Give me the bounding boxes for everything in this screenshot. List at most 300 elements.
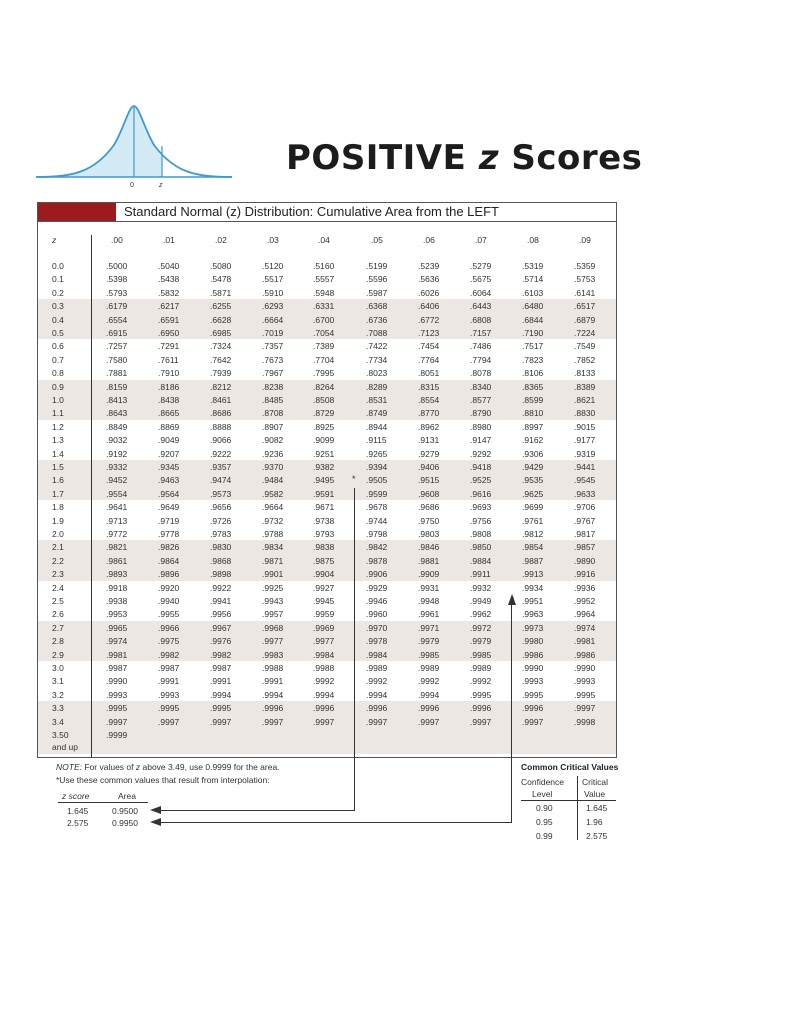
table-cell: .9997 [418, 716, 440, 727]
table-cell: .7611 [158, 354, 179, 365]
arrow-head-left-icon [150, 805, 162, 815]
table-cell: .9991 [158, 676, 180, 687]
table-cell: .9979 [470, 636, 492, 647]
table-cell: .9838 [313, 542, 335, 553]
table-cell: .9750 [418, 515, 440, 526]
table-cell: .9956 [210, 609, 232, 620]
table-cell: .5636 [418, 274, 440, 285]
table-cell: .9573 [210, 488, 232, 499]
conf-level-3: 0.99 [536, 831, 553, 841]
table-cell: .9898 [210, 569, 232, 580]
table-cell: .9147 [470, 435, 492, 446]
table-cell: .9997 [158, 716, 180, 727]
table-cell: .9993 [158, 689, 180, 700]
table-cell: .9686 [418, 502, 440, 513]
table-cell: .8461 [210, 395, 232, 405]
table-cell: .8531 [366, 395, 388, 405]
crit-value-1: 1.645 [586, 803, 608, 813]
table-cell: .9357 [210, 462, 232, 472]
z-value: 1.4 [52, 448, 64, 459]
table-cell: .5359 [574, 261, 596, 271]
table-cell: .9656 [210, 502, 232, 513]
area-header: Area [118, 791, 136, 801]
z-value: 0.0 [52, 261, 64, 271]
table-cell: .8869 [158, 421, 180, 432]
table-cell: .9938 [106, 596, 128, 606]
table-cell: .9997 [366, 716, 388, 727]
note-prefix: NOTE: [56, 762, 82, 772]
note-z: z [135, 762, 141, 772]
table-cell: .8849 [106, 421, 128, 432]
z-value-last-2: and up [52, 742, 78, 752]
table-cell: .9812 [522, 529, 544, 539]
table-cell: .9868 [210, 555, 232, 566]
table-cell: .9890 [574, 555, 596, 566]
table-cell: .9972 [470, 622, 492, 633]
table-cell: .9987 [158, 663, 180, 673]
table-cell: .6554 [106, 314, 128, 325]
table-cell: .9979 [418, 636, 440, 647]
table-cell: .9738 [313, 515, 335, 526]
table-cell: .7549 [574, 341, 596, 352]
table-cell: .9934 [522, 582, 544, 593]
table-cell: .8729 [313, 408, 335, 419]
table-cell: .9032 [106, 435, 128, 446]
table-cell: .8413 [106, 395, 128, 405]
table-cell: .9992 [418, 676, 440, 687]
table-cell: .9995 [522, 689, 544, 700]
z-value: 0.8 [52, 368, 64, 379]
z-value: 1.0 [52, 395, 64, 405]
table-cell: .9989 [366, 663, 388, 673]
table-header-bar [38, 203, 616, 222]
table-cell: .9744 [366, 515, 388, 526]
z-value: 3.3 [52, 703, 64, 714]
table-cell: .9978 [366, 636, 388, 647]
table-cell: .7291 [158, 341, 180, 352]
table-cell: .6628 [210, 314, 232, 325]
z-value: 3.2 [52, 689, 64, 700]
table-cell: .9997 [262, 716, 284, 727]
interp-area-1: 0.9500 [112, 806, 138, 816]
table-cell: .6293 [262, 301, 284, 312]
table-cell: .9971 [418, 622, 440, 633]
table-cell: .9948 [418, 596, 440, 606]
table-cell: .8051 [418, 368, 440, 379]
z-value: 2.9 [52, 649, 64, 660]
table-cell-last: .9999 [106, 730, 128, 740]
table-cell: .6591 [158, 314, 180, 325]
table-cell: .5753 [574, 274, 596, 285]
table-cell: .5793 [106, 287, 128, 298]
table-cell: .9997 [313, 716, 335, 727]
table-cell: .9554 [106, 488, 128, 499]
table-cell: .9974 [574, 622, 596, 633]
table-cell: .9893 [106, 569, 128, 580]
critical-values-rule [521, 800, 616, 801]
table-cell: .9992 [470, 676, 492, 687]
table-cell: .5871 [210, 287, 232, 298]
table-cell: .9966 [158, 622, 180, 633]
table-cell: .9162 [522, 435, 544, 446]
table-cell: .8315 [418, 381, 440, 392]
table-cell: .9985 [470, 649, 492, 660]
table-cell: .9940 [158, 596, 180, 606]
z-value: 2.5 [52, 596, 64, 606]
table-cell: .5517 [262, 274, 284, 285]
table-cell: .8925 [313, 421, 335, 432]
table-cell: .9996 [366, 703, 388, 714]
table-cell: .9941 [210, 596, 232, 606]
table-cell: .9968 [262, 622, 284, 633]
table-cell: .9946 [366, 596, 388, 606]
table-cell: .9616 [470, 488, 492, 499]
table-cell: .8810 [522, 408, 544, 419]
table-cell: .6331 [313, 301, 335, 312]
table-cell: .9988 [262, 663, 284, 673]
table-cell: .9997 [574, 703, 596, 714]
table-cell: .9817 [574, 529, 596, 539]
table-cell: .9904 [313, 569, 335, 580]
arrow-head-up-icon [507, 594, 517, 606]
table-cell: .7852 [574, 354, 596, 365]
table-cell: .5199 [366, 261, 388, 271]
table-cell: .9989 [470, 663, 492, 673]
table-cell: .7422 [366, 341, 388, 352]
table-cell: .8599 [522, 395, 544, 405]
table-cell: .7389 [313, 341, 335, 352]
table-cell: .9192 [106, 448, 128, 459]
header-accent [38, 203, 116, 221]
note-line [56, 762, 280, 772]
table-cell: .8078 [470, 368, 492, 379]
table-cell: .9991 [210, 676, 232, 687]
table-cell: .8133 [574, 368, 596, 379]
table-cell: .5675 [470, 274, 492, 285]
table-cell: .6915 [106, 328, 128, 338]
table-cell: .9932 [470, 582, 492, 593]
table-cell: .6808 [470, 314, 492, 325]
table-cell: .5040 [158, 261, 180, 271]
table-cell: .9803 [418, 529, 440, 539]
table-cell: .8264 [313, 381, 335, 392]
table-cell: .7454 [418, 341, 440, 352]
table-cell: .5080 [210, 261, 232, 271]
table-cell: .9591 [313, 488, 335, 499]
table-cell: .8238 [262, 381, 284, 392]
column-header: .09 [579, 235, 591, 245]
table-cell: .8621 [574, 395, 596, 405]
table-cell: .6700 [313, 314, 335, 325]
z-value: 1.8 [52, 502, 64, 513]
table-cell: .9857 [574, 542, 596, 553]
table-cell: .9726 [210, 515, 232, 526]
table-cell: .8389 [574, 381, 596, 392]
z-score-header: z score [62, 791, 90, 801]
table-cell: .9292 [470, 448, 492, 459]
table-cell: .8186 [158, 381, 180, 392]
table-cell: .9967 [210, 622, 232, 633]
table-cell: .5948 [313, 287, 335, 298]
table-cell: .9995 [470, 689, 492, 700]
table-cell: .9798 [366, 529, 388, 539]
table-cell: .9830 [210, 542, 232, 553]
table-cell: .8365 [522, 381, 544, 392]
table-cell: .9970 [366, 622, 388, 633]
table-cell: .7580 [106, 354, 128, 365]
table-cell: .7910 [158, 368, 180, 379]
table-cell: .9525 [470, 475, 492, 486]
table-cell: .9332 [106, 462, 128, 472]
note-text-b: above 3.49, use 0.9999 for the area. [142, 762, 280, 772]
table-cell: .9884 [470, 555, 492, 566]
table-cell: .5120 [262, 261, 284, 271]
curve-label-z: z [159, 182, 163, 189]
table-cell: .9441 [574, 462, 596, 472]
table-cell: .9099 [313, 435, 335, 446]
table-cell: .9564 [158, 488, 180, 499]
table-cell: .9778 [158, 529, 180, 539]
table-cell: .7704 [313, 354, 335, 365]
z-value: 1.2 [52, 421, 64, 432]
table-cell: .5239 [418, 261, 440, 271]
table-cell: .9961 [418, 609, 440, 620]
table-cell: .8907 [262, 421, 284, 432]
table-cell: .6517 [574, 301, 596, 312]
table-cell: .9984 [366, 649, 388, 660]
table-cell: .9996 [313, 703, 335, 714]
table-cell: .7764 [418, 354, 440, 365]
table-cell: .9671 [313, 502, 335, 513]
interp-z-2: 2.575 [67, 818, 89, 828]
table-cell: .9952 [574, 596, 596, 606]
z-column-header: z [52, 235, 57, 245]
table-cell: .7734 [366, 354, 388, 365]
table-cell: .6772 [418, 314, 440, 325]
interpolation-note: *Use these common values that result from interpolation: [56, 775, 270, 785]
z-value: 2.1 [52, 542, 64, 553]
table-cell: .8830 [574, 408, 596, 419]
table-cell: .8790 [470, 408, 492, 419]
table-cell: .7088 [366, 328, 388, 338]
table-cell: .9965 [106, 622, 128, 633]
table-cell: .8340 [470, 381, 492, 392]
critical-header-1: Critical [582, 777, 608, 787]
table-cell: .9992 [366, 676, 388, 687]
column-header: .00 [111, 235, 123, 245]
z-value: 1.6 [52, 475, 64, 486]
table-cell: .9996 [262, 703, 284, 714]
table-cell: .9987 [210, 663, 232, 673]
table-cell: .9962 [470, 609, 492, 620]
table-cell: .9850 [470, 542, 492, 553]
table-cell: .8023 [366, 368, 388, 379]
column-header: .01 [163, 235, 175, 245]
table-cell: .9913 [522, 569, 544, 580]
z-value: 3.1 [52, 676, 64, 687]
table-cell: .7486 [470, 341, 492, 352]
crit-value-3: 2.575 [586, 831, 608, 841]
table-cell: .9418 [470, 462, 492, 472]
table-cell: .9920 [158, 582, 180, 593]
table-cell: .6950 [158, 328, 180, 338]
z-value: 1.1 [52, 408, 64, 419]
table-cell: .9969 [313, 622, 335, 633]
table-cell: .5987 [366, 287, 388, 298]
critical-values-divider [577, 776, 578, 840]
table-cell: .8289 [366, 381, 388, 392]
column-header: .04 [318, 235, 330, 245]
table-cell: .9625 [522, 488, 544, 499]
table-cell: .8888 [210, 421, 232, 432]
table-cell: .9599 [366, 488, 388, 499]
table-cell: .9975 [158, 636, 180, 647]
column-header: .03 [267, 235, 279, 245]
table-cell: .7257 [106, 341, 128, 352]
table-cell: .9719 [158, 515, 180, 526]
table-cell: .5910 [262, 287, 284, 298]
table-cell: .9821 [106, 542, 128, 553]
table-cell: .9177 [574, 435, 596, 446]
table-cell: .9452 [106, 475, 128, 486]
table-cell: .9990 [574, 663, 596, 673]
table-cell: .9995 [574, 689, 596, 700]
table-cell: .9927 [313, 582, 335, 593]
table-cell: .9963 [522, 609, 544, 620]
interp-z-1: 1.645 [67, 806, 89, 816]
table-cell: .9957 [262, 609, 284, 620]
table-cell: .9925 [262, 582, 284, 593]
z-value: 2.0 [52, 529, 64, 539]
critical-header-2: Value [584, 789, 606, 799]
table-cell: .9984 [313, 649, 335, 660]
table-cell: .7123 [418, 328, 440, 338]
table-cell: .9788 [262, 529, 284, 539]
table-cell: .9929 [366, 582, 388, 593]
table-cell: .9582 [262, 488, 284, 499]
table-cell: .9429 [522, 462, 544, 472]
table-cell: .9871 [262, 555, 284, 566]
title-var: z [478, 138, 499, 178]
interp-area-2: 0.9950 [112, 818, 138, 828]
table-cell: .9826 [158, 542, 180, 553]
table-cell: .9986 [574, 649, 596, 660]
table-cell: .9990 [106, 676, 128, 687]
z-value: 0.7 [52, 354, 64, 365]
table-cell: .9664 [262, 502, 284, 513]
table-cell: .8962 [418, 421, 440, 432]
table-cell: .9997 [106, 716, 128, 727]
table-cell: .6736 [366, 314, 388, 325]
z-table [37, 202, 617, 758]
column-header: .02 [215, 235, 227, 245]
table-cell: .6879 [574, 314, 596, 325]
table-cell: .9982 [158, 649, 180, 660]
crit-value-2: 1.96 [586, 817, 603, 827]
table-cell: .9993 [574, 676, 596, 687]
table-cell: .5714 [522, 274, 544, 285]
z-column-divider [91, 235, 92, 757]
table-cell: .9131 [418, 435, 440, 446]
table-cell: .9306 [522, 448, 544, 459]
table-cell: .5438 [158, 274, 180, 285]
z-value: 1.3 [52, 435, 64, 446]
table-cell: .9931 [418, 582, 440, 593]
table-cell: .6064 [470, 287, 492, 298]
table-cell: .9783 [210, 529, 232, 539]
table-cell: .9991 [262, 676, 284, 687]
table-cell: .9370 [262, 462, 284, 472]
table-cell: .7357 [262, 341, 284, 352]
z-value: 3.0 [52, 663, 64, 673]
z-value: 2.6 [52, 609, 64, 620]
table-cell: .6255 [210, 301, 232, 312]
z-value: 2.4 [52, 582, 64, 593]
table-cell: .8577 [470, 395, 492, 405]
z-value: 0.2 [52, 287, 64, 298]
table-cell: .9994 [418, 689, 440, 700]
table-cell: .8508 [313, 395, 335, 405]
table-cell: .9881 [418, 555, 440, 566]
table-cell: .9922 [210, 582, 232, 593]
table-cell: .9981 [574, 636, 596, 647]
table-cell: .6664 [262, 314, 284, 325]
table-cell: .6103 [522, 287, 544, 298]
table-cell: .6141 [574, 287, 596, 298]
table-cell: .7939 [210, 368, 232, 379]
table-cell: .8485 [262, 395, 284, 405]
table-cell: .9699 [522, 502, 544, 513]
table-cell: .8438 [158, 395, 180, 405]
table-cell: .7642 [210, 354, 232, 365]
table-cell: .9995 [158, 703, 180, 714]
table-cell: .9345 [158, 462, 180, 472]
column-header: .06 [423, 235, 435, 245]
table-cell: .9474 [210, 475, 232, 486]
table-cell: .9918 [106, 582, 128, 593]
table-cell: .9887 [522, 555, 544, 566]
table-cell: .9608 [418, 488, 440, 499]
table-cell: .8212 [210, 381, 232, 392]
table-cell: .9995 [210, 703, 232, 714]
conf-level-1: 0.90 [536, 803, 553, 813]
table-cell: .9996 [522, 703, 544, 714]
table-cell: .9936 [574, 582, 596, 593]
table-cell: .7673 [262, 354, 284, 365]
table-cell: .5832 [158, 287, 180, 298]
arrow-line-horizontal-bottom [160, 822, 512, 823]
interpolation-star-1: * [352, 474, 356, 485]
table-cell: .9842 [366, 542, 388, 553]
table-cell: .6368 [366, 301, 388, 312]
table-cell: .7054 [313, 328, 335, 338]
table-cell: .7881 [106, 368, 128, 379]
table-cell: .9976 [210, 636, 232, 647]
page-title [286, 138, 642, 178]
table-cell: .5160 [313, 261, 335, 271]
z-value: 0.4 [52, 314, 64, 325]
table-cell: .8980 [470, 421, 492, 432]
table-cell: .6026 [418, 287, 440, 298]
table-cell: .7517 [522, 341, 544, 352]
table-cell: .9974 [106, 636, 128, 647]
table-cell: .7995 [313, 368, 335, 379]
table-cell: .9909 [418, 569, 440, 580]
table-cell: .7823 [522, 354, 544, 365]
table-cell: .6179 [106, 301, 128, 312]
column-header: .07 [475, 235, 487, 245]
z-value: 1.9 [52, 515, 64, 526]
